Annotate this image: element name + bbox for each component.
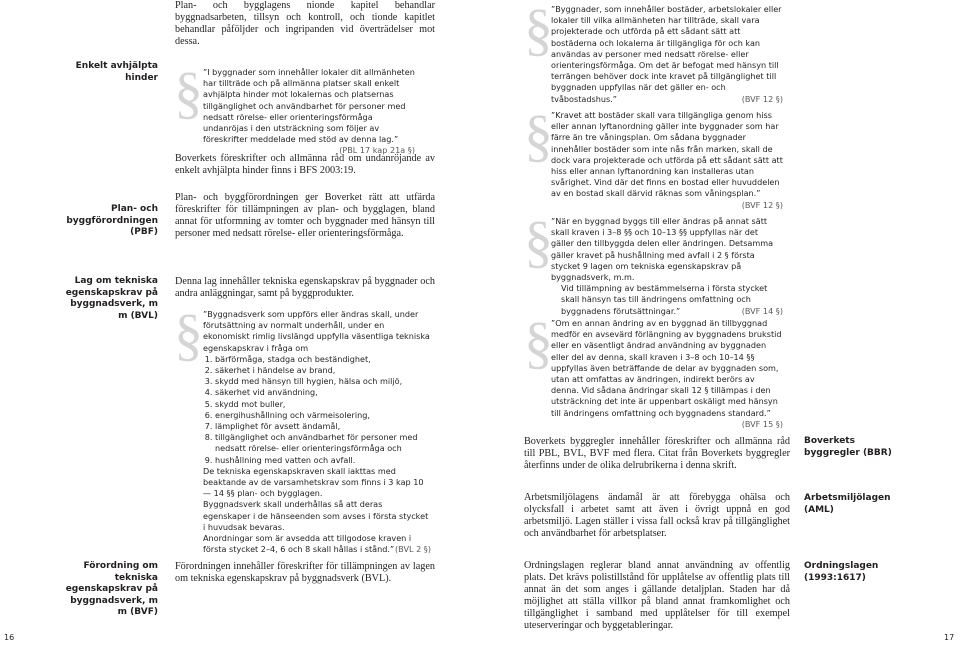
- list-item: 7. lämplighet för avsett ändamål,: [215, 421, 431, 432]
- intro-paragraph: Plan- och bygglagens nionde kapitel behandlar byggnadsarbeten, tillsyn och kontroll, och tionde kapitlet behandlar påföljder och ingripanden vid överträdelser mot dessa.: [175, 0, 435, 47]
- ordningslagen-paragraph: Ordningslagen reglerar bland annat användning av offentlig plats. Det krävs polistillstånd för upplåtelse av offentlig plats till annat än det som anges i gällande detaljplan. Staden har då möjlighet att ställa villkor på bland annat framkomlighet och tillgänglighet i samband med upplåtelser för till exempel uteserveringar och byggetableringar.: [524, 560, 790, 631]
- quote-bvf12a-body: ”Byggnader, som innehåller bostäder, arbetslokaler eller lokaler till vilka allmänheten har tillträde, skall vara projekterade och utförda på ett sådant sätt att bostäderna och lokalerna är tillgängliga för och kan användas av personer med nedsatt rörelse- eller orienteringsförmåga. Om det är befogat med hänsyn till terrängen behöver dock inte kravet på tillgänglighet till byggnaden uppfyllas när det gäller en- och tvåbostadshus.”: [551, 4, 782, 104]
- list-item: 3. skydd med hänsyn till hygien, hälsa och miljö,: [215, 376, 431, 387]
- margin-label-bbr: Boverkets byggregler (BBR): [804, 436, 892, 458]
- list-item: 1. bärförmåga, stadga och beständighet,: [215, 354, 431, 365]
- margin-label-aml: Arbetsmiljölagen (AML): [804, 493, 891, 515]
- quote-bvl: [203, 309, 431, 555]
- margin-label-avhjalpta: Enkelt avhjälpta hinder: [75, 61, 158, 83]
- paragraph-sign-icon: §: [174, 60, 203, 125]
- quote-pbl-body: ”I byggnader som innehåller lokaler dit allmänheten har tillträde och på allmänna platser skall enkelt avhjälpta hinder mot lokalernas och platsernas tillgänglighet och användbarhet för personer med nedsatt rörelse- eller orienteringsförmåga undanröjas i den utsträckning som följer av föreskrifter meddelade med stöd av denna lag.”: [203, 67, 415, 145]
- list-item: 8. tillgänglighet och användbarhet för personer med nedsatt rörelse- eller orienteringsförmåga och: [215, 432, 431, 454]
- quote-bvf12b-ref: (BVF 12 §): [741, 199, 783, 210]
- margin-label-bvf: Förordning om tekniska egenskapskrav på byggnadsverk, m m (BVF): [65, 561, 158, 618]
- paragraph-sign-icon: §: [174, 302, 203, 367]
- bvl-paragraph: Denna lag innehåller tekniska egenskapskrav på byggnader och andra anläggningar, samt på byggprodukter.: [175, 276, 435, 299]
- list-item: 9. hushållning med vatten och avfall.: [215, 455, 431, 466]
- quote-bvf15-ref: (BVF 15 §): [741, 418, 783, 429]
- quote-bvf12b-body: ”Kravet att bostäder skall vara tillgängliga genom hiss eller annan lyftanordning gäller inte byggnader som har färre än tre våningsplan. Om sådana byggnader innehåller bostäder som inte nås från marken, skall de dock vara projekterade och utförda på ett sådant sätt att hiss eller annan lyftanordning kan installeras utan svårighet. Vind där det finns en bostad eller huvuddelen av en bostad skall därvid räknas som våningsplan.”: [551, 110, 783, 199]
- list-item: 2. säkerhet i händelse av brand,: [215, 365, 431, 376]
- boverket-paragraph: Boverkets föreskrifter och allmänna råd om undanröjande av enkelt avhjälpta hinder finns i BFS 2003:19.: [175, 153, 435, 176]
- paragraph-sign-icon: §: [524, 310, 553, 375]
- page-number-left: 16: [4, 633, 15, 642]
- quote-pbl-text: [203, 67, 415, 156]
- quote-bvf14-ref: (BVF 14 §): [741, 305, 783, 316]
- paragraph-sign-icon: §: [524, 0, 553, 62]
- paragraph-sign-icon: §: [524, 209, 553, 274]
- page-number-right: 17: [944, 633, 955, 642]
- margin-label-ordningslagen: Ordningslagen (1993:1617): [804, 561, 879, 583]
- quote-bvf14-p1: ”När en byggnad byggs till eller ändras på annat sätt skall kraven i 3–8 §§ och 10–13 §§ uppfyllas när det gäller den tillbyggda delen eller ändringen. Detsamma gäller kravet på hushållning med avfall i 2 § första stycket 9 lagen om tekniska egenskapskrav på byggnadsverk, m.m.: [551, 216, 774, 283]
- quote-bvf14-p2: [551, 283, 783, 317]
- paragraph-sign-icon: §: [524, 103, 553, 168]
- quote-bvl-intro: ”Byggnadsverk som uppförs eller ändras skall, under förutsättning av normalt underhåll, under en ekonomiskt rimlig livslängd uppfylla väsentliga tekniska egenskapskrav i fråga om: [203, 309, 430, 353]
- margin-label-bvl: Lag om tekniska egenskapskrav på byggnadsverk, m m (BVL): [65, 276, 158, 321]
- quote-pbl-ref: (PBL 17 kap 21a §): [339, 145, 415, 156]
- quote-bvl-p2: Byggnadsverk skall underhållas så att deras egenskaper i de hänseenden som avses i första stycket i huvudsak bevaras.: [203, 499, 429, 532]
- quote-bvf14: [551, 216, 783, 317]
- pbf-paragraph: Plan- och byggförordningen ger Boverket rätt att utfärda föreskrifter för tillämpningen av plan- och bygglagen, bland annat för utformning av tomter och byggnader med hänsyn till personer med nedsatt rörelse- eller orienteringsförmåga.: [175, 192, 435, 239]
- quote-bvf12a: [551, 4, 783, 105]
- quote-bvl-p1: De tekniska egenskapskraven skall iakttas med beaktande av de varsamhetskrav som finns i 3 kap 10 — 14 §§ plan- och bygglagen.: [203, 465, 424, 499]
- quote-bvf12b: [551, 110, 783, 211]
- list-item: 6. energihushållning och värmeisolering,: [215, 410, 431, 421]
- quote-bvl-ref: (BVL 2 §): [394, 544, 431, 555]
- quote-bvf15-body: ”Om en annan ändring av en byggnad än tillbyggnad medför en avsevärd förlängning av byggnadens brukstid eller en väsentligt ändrad användning av byggnaden eller del av denna, skall kraven i 3–8 och 10–14 §§ uppfyllas även beträffande de delar av byggnaden som, utan att omfattas av ändringen, indirekt berörs av denna. Vid sådana ändringar skall 12 § tillämpas i den utsträckning det inte är uppenbart oskäligt med hänsyn till ändringens omfattning och byggnadens standard.”: [551, 318, 782, 418]
- bbr-paragraph: Boverkets byggregler innehåller föreskrifter och allmänna råd till PBL, BVL, BVF med flera. Citat från Boverkets byggregler återfinns under de olika delrubrikerna i denna skrift.: [524, 436, 790, 471]
- quote-bvl-list: [203, 354, 431, 466]
- quote-pbl: [203, 67, 415, 157]
- quote-bvf14-p2-text: Vid tillämpning av bestämmelserna i första stycket skall hänsyn tas till ändringens omfattning och byggnadens förutsättningar.”: [561, 283, 768, 316]
- list-item: 4. säkerhet vid användning,: [215, 387, 431, 398]
- quote-bvl-p3-text: Anordningar som är avsedda att tillgodose kraven i första stycket 2–4, 6 och 8 skall hållas i stånd.”: [203, 533, 412, 555]
- quote-bvf12a-ref: (BVF 12 §): [741, 93, 783, 104]
- list-item: 5. skydd mot buller,: [215, 399, 431, 410]
- quote-bvf15: [551, 318, 783, 430]
- margin-label-pbf: Plan- och byggförordningen (PBF): [66, 204, 158, 238]
- aml-paragraph: Arbetsmiljölagens ändamål är att förebygga ohälsa och olycksfall i arbetet samt att även i övrigt uppnå en god arbetsmiljö. Lagen ställer i vissa fall också krav på tillgänglighet och användbarhet för arbetsplatser.: [524, 492, 790, 539]
- bvf-paragraph: Förordningen innehåller föreskrifter för tillämpningen av lagen om tekniska egenskapskrav på byggnadsverk (BVL).: [175, 561, 435, 584]
- quote-bvl-p3: [203, 533, 431, 555]
